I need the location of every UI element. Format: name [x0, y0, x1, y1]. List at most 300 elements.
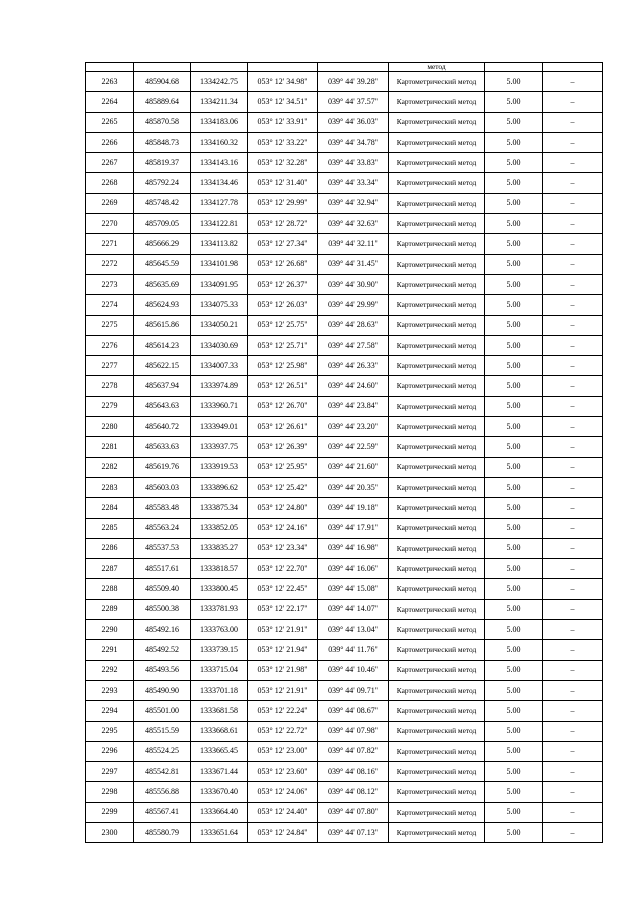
cell-x: 485904.68: [134, 72, 191, 92]
cell-accuracy: 5.00: [485, 214, 543, 234]
cell-longitude: 039° 44' 07.82": [318, 741, 389, 761]
cell-accuracy: 5.00: [485, 254, 543, 274]
cell-accuracy: 5.00: [485, 701, 543, 721]
cell-number: 2273: [86, 274, 134, 294]
cell-y: 1333949.01: [191, 417, 248, 437]
cell-x: 485624.93: [134, 295, 191, 315]
cell-method: Картометрический метод: [389, 559, 485, 579]
table-row: [86, 417, 603, 437]
cell-accuracy: 5.00: [485, 538, 543, 558]
cell-latitude: 053° 12' 23.60": [248, 762, 318, 782]
cell-method: Картометрический метод: [389, 498, 485, 518]
cell-note: –: [543, 234, 603, 254]
cell-x: 485635.69: [134, 274, 191, 294]
table-row: [86, 153, 603, 173]
table-row: [86, 762, 603, 782]
cell-y: 1334143.16: [191, 153, 248, 173]
cell-method: Картометрический метод: [389, 335, 485, 355]
cell-x: 485645.59: [134, 254, 191, 274]
cell-latitude: 053° 12' 24.06": [248, 782, 318, 802]
table-row: [86, 356, 603, 376]
cell-x: 485583.48: [134, 498, 191, 518]
cell-x: 485567.41: [134, 802, 191, 822]
cell-latitude: 053° 12' 21.98": [248, 660, 318, 680]
cell-accuracy: 5.00: [485, 437, 543, 457]
cell-longitude: 039° 44' 22.59": [318, 437, 389, 457]
cell-method: Картометрический метод: [389, 620, 485, 640]
cell-note: –: [543, 315, 603, 335]
cell-latitude: 053° 12' 24.16": [248, 518, 318, 538]
cell-x: 485748.42: [134, 193, 191, 213]
cell-number: 2287: [86, 559, 134, 579]
table-row: [86, 335, 603, 355]
cell-number: 2279: [86, 396, 134, 416]
cell-x: 485637.94: [134, 376, 191, 396]
cell-y: 1334091.95: [191, 274, 248, 294]
cell-method: Картометрический метод: [389, 72, 485, 92]
cell-number: 2297: [86, 762, 134, 782]
cell-longitude: 039° 44' 20.35": [318, 477, 389, 497]
table-row: [86, 376, 603, 396]
table-row: [86, 295, 603, 315]
cell-x: 485889.64: [134, 92, 191, 112]
cell-x: 485643.63: [134, 396, 191, 416]
cell-number: 2284: [86, 498, 134, 518]
cell-x: 485501.00: [134, 701, 191, 721]
cell-note: –: [543, 437, 603, 457]
table-row: [86, 498, 603, 518]
cell-y: 1333835.27: [191, 538, 248, 558]
cell-y: [191, 63, 248, 72]
cell-longitude: 039° 44' 32.63": [318, 214, 389, 234]
table-row: [86, 193, 603, 213]
cell-note: –: [543, 153, 603, 173]
cell-latitude: [248, 63, 318, 72]
cell-number: 2270: [86, 214, 134, 234]
cell-note: –: [543, 518, 603, 538]
cell-method: Картометрический метод: [389, 173, 485, 193]
cell-method: Картометрический метод: [389, 396, 485, 416]
cell-latitude: 053° 12' 22.70": [248, 559, 318, 579]
table-row: [86, 234, 603, 254]
cell-number: 2264: [86, 92, 134, 112]
cell-longitude: 039° 44' 07.80": [318, 802, 389, 822]
cell-longitude: 039° 44' 32.94": [318, 193, 389, 213]
cell-latitude: 053° 12' 22.45": [248, 579, 318, 599]
cell-method: Картометрический метод: [389, 295, 485, 315]
cell-x: 485615.86: [134, 315, 191, 335]
cell-x: 485619.76: [134, 457, 191, 477]
cell-longitude: 039° 44' 07.13": [318, 822, 389, 842]
cell-number: 2277: [86, 356, 134, 376]
cell-method: Картометрический метод: [389, 741, 485, 761]
table-row: [86, 254, 603, 274]
cell-y: 1334075.33: [191, 295, 248, 315]
cell-accuracy: 5.00: [485, 112, 543, 132]
cell-number: 2280: [86, 417, 134, 437]
cell-number: 2295: [86, 721, 134, 741]
cell-number: 2271: [86, 234, 134, 254]
cell-latitude: 053° 12' 22.72": [248, 721, 318, 741]
cell-y: 1333896.62: [191, 477, 248, 497]
cell-note: –: [543, 477, 603, 497]
cell-number: 2276: [86, 335, 134, 355]
table-row: [86, 477, 603, 497]
cell-x: 485500.38: [134, 599, 191, 619]
cell-number: 2281: [86, 437, 134, 457]
table-row: [86, 274, 603, 294]
cell-latitude: 053° 12' 21.91": [248, 620, 318, 640]
cell-method: Картометрический метод: [389, 92, 485, 112]
cell-y: 1333875.34: [191, 498, 248, 518]
cell-number: 2267: [86, 153, 134, 173]
table-row: [86, 620, 603, 640]
cell-x: 485490.90: [134, 680, 191, 700]
cell-note: –: [543, 701, 603, 721]
cell-longitude: 039° 44' 19.18": [318, 498, 389, 518]
cell-x: 485792.24: [134, 173, 191, 193]
cell-note: –: [543, 822, 603, 842]
cell-longitude: 039° 44' 14.07": [318, 599, 389, 619]
cell-latitude: 053° 12' 25.71": [248, 335, 318, 355]
cell-longitude: 039° 44' 08.16": [318, 762, 389, 782]
cell-accuracy: 5.00: [485, 498, 543, 518]
cell-number: 2296: [86, 741, 134, 761]
table-row: [86, 822, 603, 842]
cell-longitude: 039° 44' 24.60": [318, 376, 389, 396]
cell-method: Картометрический метод: [389, 193, 485, 213]
cell-x: [134, 63, 191, 72]
cell-method: Картометрический метод: [389, 112, 485, 132]
cell-note: –: [543, 599, 603, 619]
continued-row-fragment: [86, 63, 603, 72]
cell-number: 2289: [86, 599, 134, 619]
cell-note: –: [543, 295, 603, 315]
cell-method: Картометрический метод: [389, 538, 485, 558]
cell-longitude: 039° 44' 23.84": [318, 396, 389, 416]
cell-method: Картометрический метод: [389, 315, 485, 335]
cell-method: Картометрический метод: [389, 762, 485, 782]
cell-longitude: 039° 44' 36.03": [318, 112, 389, 132]
cell-longitude: 039° 44' 16.98": [318, 538, 389, 558]
cell-x: 485515.59: [134, 721, 191, 741]
cell-longitude: 039° 44' 26.33": [318, 356, 389, 376]
table-row: [86, 437, 603, 457]
cell-longitude: 039° 44' 15.08": [318, 579, 389, 599]
table-body: [86, 63, 603, 843]
cell-x: 485492.16: [134, 620, 191, 640]
cell-y: 1333668.61: [191, 721, 248, 741]
cell-accuracy: 5.00: [485, 782, 543, 802]
cell-y: 1334127.78: [191, 193, 248, 213]
cell-method: Картометрический метод: [389, 457, 485, 477]
cell-y: 1334211.34: [191, 92, 248, 112]
cell-y: 1333651.64: [191, 822, 248, 842]
table-row: [86, 660, 603, 680]
cell-note: –: [543, 457, 603, 477]
cell-x: 485492.52: [134, 640, 191, 660]
cell-x: 485819.37: [134, 153, 191, 173]
cell-number: 2290: [86, 620, 134, 640]
cell-note: –: [543, 92, 603, 112]
cell-longitude: 039° 44' 29.99": [318, 295, 389, 315]
cell-latitude: 053° 12' 22.24": [248, 701, 318, 721]
cell-number: 2298: [86, 782, 134, 802]
cell-x: 485640.72: [134, 417, 191, 437]
cell-longitude: 039° 44' 07.98": [318, 721, 389, 741]
cell-method: Картометрический метод: [389, 721, 485, 741]
cell-accuracy: 5.00: [485, 599, 543, 619]
table-row: [86, 721, 603, 741]
cell-longitude: 039° 44' 10.46": [318, 660, 389, 680]
cell-note: –: [543, 417, 603, 437]
coordinates-table: [85, 62, 603, 843]
cell-note: –: [543, 112, 603, 132]
cell-accuracy: 5.00: [485, 153, 543, 173]
cell-method: Картометрический метод: [389, 153, 485, 173]
cell-x: 485870.58: [134, 112, 191, 132]
cell-latitude: 053° 12' 26.68": [248, 254, 318, 274]
cell-method: Картометрический метод: [389, 782, 485, 802]
cell-note: –: [543, 214, 603, 234]
cell-longitude: 039° 44' 16.06": [318, 559, 389, 579]
cell-longitude: 039° 44' 32.11": [318, 234, 389, 254]
cell-y: 1333670.40: [191, 782, 248, 802]
cell-latitude: 053° 12' 26.37": [248, 274, 318, 294]
cell-latitude: 053° 12' 25.75": [248, 315, 318, 335]
cell-note: –: [543, 356, 603, 376]
table-row: [86, 538, 603, 558]
cell-longitude: 039° 44' 27.58": [318, 335, 389, 355]
cell-number: 2268: [86, 173, 134, 193]
cell-longitude: 039° 44' 08.12": [318, 782, 389, 802]
cell-latitude: 053° 12' 25.42": [248, 477, 318, 497]
cell-x: 485666.29: [134, 234, 191, 254]
cell-number: [86, 63, 134, 72]
cell-note: –: [543, 579, 603, 599]
cell-y: 1333781.93: [191, 599, 248, 619]
cell-number: 2285: [86, 518, 134, 538]
cell-accuracy: 5.00: [485, 457, 543, 477]
cell-y: 1333671.44: [191, 762, 248, 782]
cell-longitude: 039° 44' 13.04": [318, 620, 389, 640]
cell-accuracy: 5.00: [485, 132, 543, 152]
cell-note: –: [543, 640, 603, 660]
cell-note: [543, 63, 603, 72]
cell-note: –: [543, 132, 603, 152]
cell-y: 1333852.05: [191, 518, 248, 538]
cell-latitude: 053° 12' 24.80": [248, 498, 318, 518]
cell-x: 485524.25: [134, 741, 191, 761]
cell-latitude: 053° 12' 28.72": [248, 214, 318, 234]
cell-latitude: 053° 12' 27.34": [248, 234, 318, 254]
cell-accuracy: 5.00: [485, 72, 543, 92]
table-row: [86, 457, 603, 477]
cell-y: 1334113.82: [191, 234, 248, 254]
table-row: [86, 579, 603, 599]
cell-accuracy: 5.00: [485, 660, 543, 680]
cell-y: 1333818.57: [191, 559, 248, 579]
cell-y: 1333664.40: [191, 802, 248, 822]
cell-method: Картометрический метод: [389, 680, 485, 700]
cell-note: –: [543, 173, 603, 193]
cell-accuracy: 5.00: [485, 477, 543, 497]
cell-y: 1334183.06: [191, 112, 248, 132]
cell-note: –: [543, 762, 603, 782]
table-row: [86, 599, 603, 619]
cell-x: 485603.03: [134, 477, 191, 497]
cell-accuracy: 5.00: [485, 295, 543, 315]
cell-accuracy: 5.00: [485, 640, 543, 660]
cell-longitude: 039° 44' 30.90": [318, 274, 389, 294]
cell-latitude: 053° 12' 34.51": [248, 92, 318, 112]
cell-method: Картометрический метод: [389, 579, 485, 599]
cell-note: –: [543, 498, 603, 518]
cell-x: 485509.40: [134, 579, 191, 599]
cell-number: 2293: [86, 680, 134, 700]
cell-x: 485556.88: [134, 782, 191, 802]
cell-number: 2269: [86, 193, 134, 213]
cell-longitude: 039° 44' 39.28": [318, 72, 389, 92]
cell-number: 2275: [86, 315, 134, 335]
cell-accuracy: 5.00: [485, 335, 543, 355]
table-row: [86, 173, 603, 193]
cell-x: 485622.15: [134, 356, 191, 376]
cell-latitude: 053° 12' 23.00": [248, 741, 318, 761]
cell-number: 2282: [86, 457, 134, 477]
cell-x: 485542.81: [134, 762, 191, 782]
cell-number: 2266: [86, 132, 134, 152]
cell-longitude: 039° 44' 21.60": [318, 457, 389, 477]
cell-x: 485633.63: [134, 437, 191, 457]
cell-accuracy: 5.00: [485, 315, 543, 335]
cell-note: –: [543, 559, 603, 579]
cell-accuracy: 5.00: [485, 620, 543, 640]
cell-latitude: 053° 12' 29.99": [248, 193, 318, 213]
cell-longitude: 039° 44' 33.83": [318, 153, 389, 173]
cell-x: 485563.24: [134, 518, 191, 538]
table-row: [86, 214, 603, 234]
cell-accuracy: 5.00: [485, 822, 543, 842]
cell-y: 1334242.75: [191, 72, 248, 92]
cell-accuracy: 5.00: [485, 274, 543, 294]
cell-accuracy: 5.00: [485, 802, 543, 822]
cell-longitude: 039° 44' 37.57": [318, 92, 389, 112]
cell-latitude: 053° 12' 31.40": [248, 173, 318, 193]
cell-longitude: 039° 44' 11.76": [318, 640, 389, 660]
cell-latitude: 053° 12' 26.39": [248, 437, 318, 457]
cell-method: Картометрический метод: [389, 254, 485, 274]
cell-latitude: 053° 12' 26.61": [248, 417, 318, 437]
cell-number: 2299: [86, 802, 134, 822]
cell-y: 1333715.04: [191, 660, 248, 680]
cell-y: 1333739.15: [191, 640, 248, 660]
cell-x: 485848.73: [134, 132, 191, 152]
cell-note: –: [543, 620, 603, 640]
cell-number: 2294: [86, 701, 134, 721]
cell-number: 2286: [86, 538, 134, 558]
cell-y: 1334050.21: [191, 315, 248, 335]
cell-latitude: 053° 12' 24.40": [248, 802, 318, 822]
cell-note: –: [543, 376, 603, 396]
cell-latitude: 053° 12' 23.34": [248, 538, 318, 558]
table-row: [86, 132, 603, 152]
cell-x: 485709.05: [134, 214, 191, 234]
cell-y: 1333763.00: [191, 620, 248, 640]
cell-method: Картометрический метод: [389, 376, 485, 396]
cell-accuracy: 5.00: [485, 417, 543, 437]
table-row: [86, 782, 603, 802]
cell-method: Картометрический метод: [389, 701, 485, 721]
cell-y: 1333919.53: [191, 457, 248, 477]
cell-accuracy: 5.00: [485, 559, 543, 579]
cell-note: –: [543, 254, 603, 274]
cell-longitude: 039° 44' 33.34": [318, 173, 389, 193]
cell-y: 1333800.45: [191, 579, 248, 599]
cell-accuracy: 5.00: [485, 356, 543, 376]
cell-note: –: [543, 721, 603, 741]
cell-note: –: [543, 538, 603, 558]
cell-x: 485580.79: [134, 822, 191, 842]
cell-method: Картометрический метод: [389, 274, 485, 294]
cell-longitude: 039° 44' 17.91": [318, 518, 389, 538]
cell-latitude: 053° 12' 22.17": [248, 599, 318, 619]
cell-latitude: 053° 12' 32.28": [248, 153, 318, 173]
cell-longitude: 039° 44' 28.63": [318, 315, 389, 335]
cell-x: 485537.53: [134, 538, 191, 558]
cell-method: Картометрический метод: [389, 660, 485, 680]
cell-latitude: 053° 12' 33.91": [248, 112, 318, 132]
table-row: [86, 72, 603, 92]
cell-accuracy: 5.00: [485, 234, 543, 254]
cell-latitude: 053° 12' 26.70": [248, 396, 318, 416]
cell-number: 2291: [86, 640, 134, 660]
cell-y: 1333665.45: [191, 741, 248, 761]
cell-method: Картометрический метод: [389, 640, 485, 660]
cell-method: Картометрический метод: [389, 477, 485, 497]
cell-latitude: 053° 12' 34.98": [248, 72, 318, 92]
cell-x: 485493.56: [134, 660, 191, 680]
cell-y: 1333701.18: [191, 680, 248, 700]
cell-accuracy: 5.00: [485, 680, 543, 700]
cell-accuracy: 5.00: [485, 579, 543, 599]
table-row: [86, 741, 603, 761]
cell-note: –: [543, 782, 603, 802]
cell-accuracy: 5.00: [485, 762, 543, 782]
cell-y: 1334122.81: [191, 214, 248, 234]
cell-y: 1333974.89: [191, 376, 248, 396]
cell-number: 2288: [86, 579, 134, 599]
cell-number: 2265: [86, 112, 134, 132]
cell-accuracy: 5.00: [485, 92, 543, 112]
cell-method: Картометрический метод: [389, 822, 485, 842]
cell-y: 1334030.69: [191, 335, 248, 355]
cell-latitude: 053° 12' 33.22": [248, 132, 318, 152]
cell-longitude: [318, 63, 389, 72]
cell-accuracy: 5.00: [485, 518, 543, 538]
cell-x: 485517.61: [134, 559, 191, 579]
cell-longitude: 039° 44' 08.67": [318, 701, 389, 721]
cell-longitude: 039° 44' 31.45": [318, 254, 389, 274]
cell-note: –: [543, 660, 603, 680]
table-row: [86, 518, 603, 538]
cell-y: 1333960.71: [191, 396, 248, 416]
cell-number: 2300: [86, 822, 134, 842]
cell-latitude: 053° 12' 25.98": [248, 356, 318, 376]
cell-accuracy: 5.00: [485, 721, 543, 741]
table-row: [86, 92, 603, 112]
cell-method: Картометрический метод: [389, 437, 485, 457]
